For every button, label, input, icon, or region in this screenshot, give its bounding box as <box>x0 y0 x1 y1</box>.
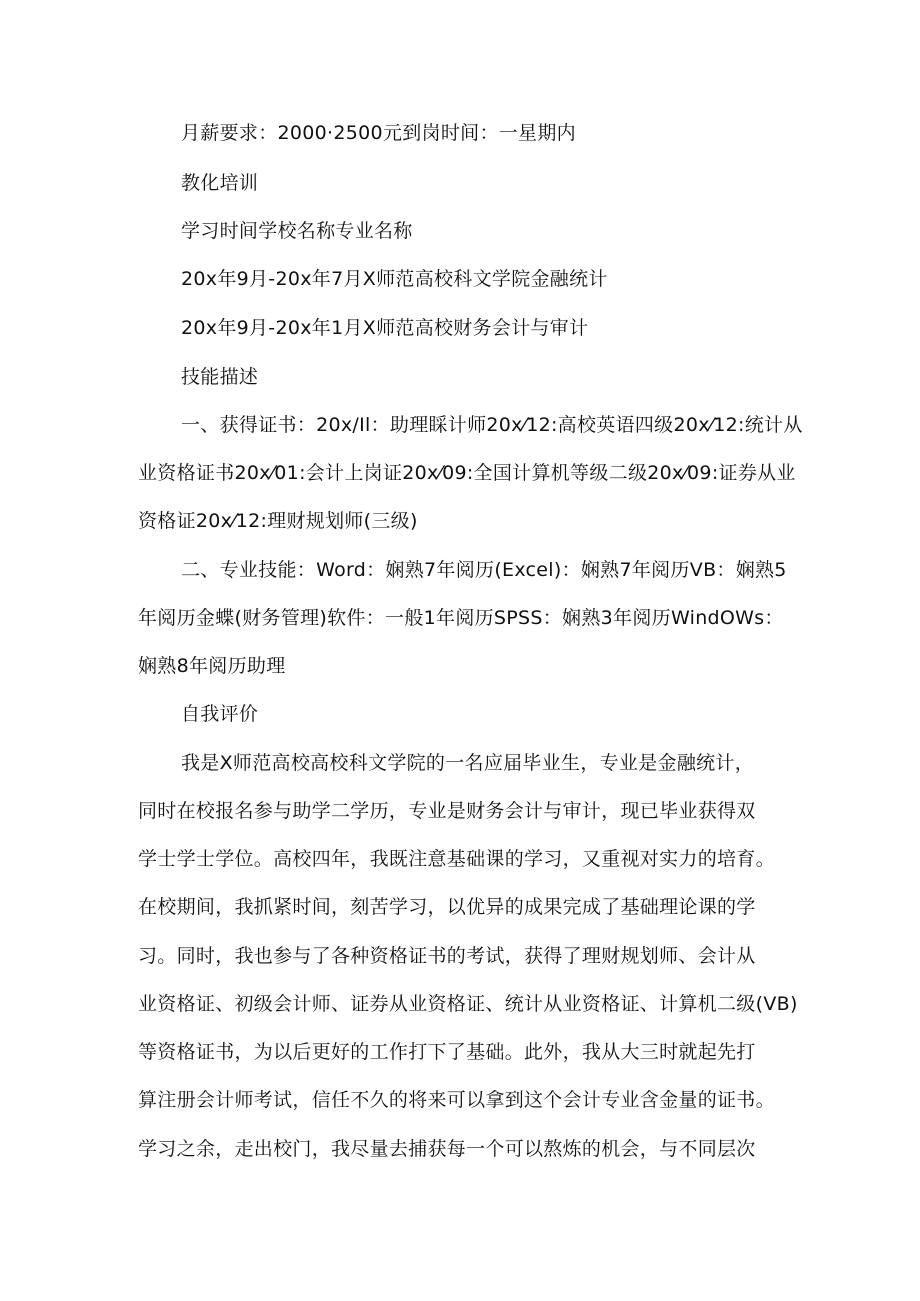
self-evaluation-line-9: 学习之余，走出校门，我尽量去捕获每一个可以熬炼的机会，与不同层次 <box>138 1138 756 1160</box>
section-heading-education: 教化培训 <box>181 172 259 194</box>
salary-requirement-line: 月薪要求：2000·2500元到岗时间：一星期内 <box>181 122 576 144</box>
professional-skills-line-1: 二、专业技能：Word：娴熟7年阅历(Excel)：娴熟7年阅历VB：娴熟5 <box>181 559 787 581</box>
education-table-header: 学习时间学校名称专业名称 <box>181 220 413 242</box>
section-heading-self-evaluation: 自我评价 <box>181 703 259 725</box>
self-evaluation-line-7: 等资格证书，为以后更好的工作打下了基础。此外，我从大三时就起先打 <box>138 1041 756 1063</box>
education-entry-1: 20x年9月-20x年7月X师范高校科文学院金融统计 <box>181 268 608 290</box>
self-evaluation-line-6: 业资格证、初级会计师、证券从业资格证、统计从业资格证、计算机二级(VB) <box>138 993 798 1015</box>
education-entry-2: 20x年9月-20x年1月X师范高校财务会计与审计 <box>181 317 589 339</box>
section-heading-skills: 技能描述 <box>181 366 259 388</box>
certificates-line-2: 业资格证书20x⁄01:会计上岗证20x⁄09:全国计算机等级二级20x⁄09:证券从业 <box>138 462 796 484</box>
self-evaluation-line-2: 同时在校报名参与助学二学历，专业是财务会计与审计，现已毕业获得双 <box>138 800 756 822</box>
self-evaluation-line-4: 在校期间，我抓紧时间，刻苦学习，以优异的成果完成了基础理论课的学 <box>138 896 756 918</box>
self-evaluation-line-3: 学士学士学位。高校四年，我既注意基础课的学习，又重视对实力的培育。 <box>138 848 775 870</box>
self-evaluation-line-8: 算注册会计师考试，信任不久的将来可以拿到这个会计专业含金量的证书。 <box>138 1089 775 1111</box>
self-evaluation-line-1: 我是X师范高校高校科文学院的一名应届毕业生，专业是金融统计， <box>181 752 755 774</box>
professional-skills-line-3: 娴熟8年阅历助理 <box>138 655 286 677</box>
certificates-line-1: 一、获得证书：20x/Il：助理睬计师20x⁄12:高校英语四级20x⁄12:统计从 <box>181 414 803 436</box>
self-evaluation-line-5: 习。同时，我也参与了各种资格证书的考试，获得了理财规划师、会计从 <box>138 945 756 967</box>
certificates-line-3: 资格证20x⁄12:理财规划师(三级) <box>138 510 418 532</box>
professional-skills-line-2: 年阅历金蝶(财务管理)软件：一般1年阅历SPSS：娴熟3年阅历WindOWs： <box>138 607 784 629</box>
